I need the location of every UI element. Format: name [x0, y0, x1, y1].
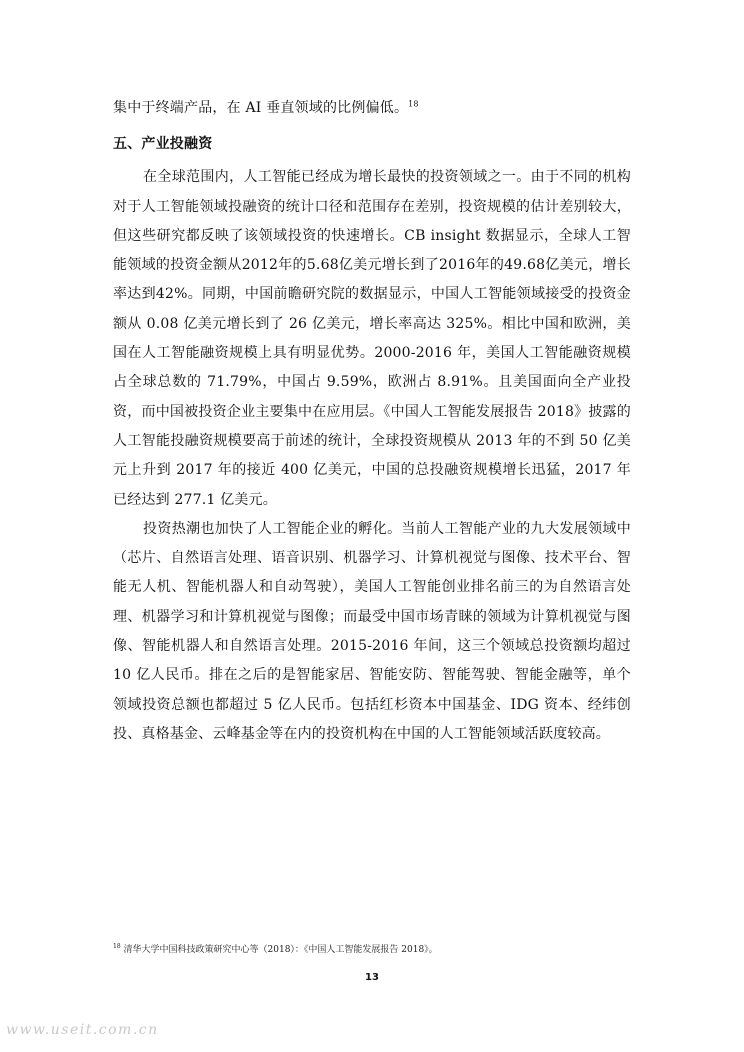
footnote [113, 943, 633, 957]
footnote-number: 18 [113, 943, 121, 950]
section-heading: 五、产业投融资 [113, 136, 213, 153]
watermark: www.useit.com.cn [6, 1022, 159, 1038]
footnote-text: 清华大学中国科技政策研究中心等（2018）：《中国人工智能发展报告 2018》。 [123, 945, 438, 955]
intro-text: 集中于终端产品，在 AI 垂直领域的比例偏低。 [113, 100, 409, 116]
footnote-ref[interactable]: 18 [408, 99, 419, 109]
intro-line [113, 94, 631, 123]
page-number: 13 [365, 972, 379, 983]
body-content [113, 94, 631, 749]
paragraph-investment-scale: 在全球范围内，人工智能已经成为增长最快的投资领域之一。由于不同的机构对于人工智能领域投融资的统计口径和范围存在差别，投资规模的估计差别较大，但这些研究都反映了该领域投资的快速增长。CB insight 数据显示，全球人工智能领域的投资金额从2012年的5.68亿美元增长到了2016年的49.68亿美元，增长率达到42%。同期，中国前瞻研究院的数据显示，中国人工智能领域接受的投资金额从 0.08 亿美元增长到了 26 亿美元，增长率高达 325%。相比中国和欧洲，美国在人工智能融资规模上具有明显优势。2000-2016 年，美国人工智能融资规模占全球总数的 71.79%，中国占 9.59%，欧洲占 8.91%。且美国面向全产业投资，而中国被投资企业主要集中在应用层。《中国人工智能发展报告 2018》披露的人工智能投融资规模要高于前述的统计，全球投资规模从 2013 年的不到 50 亿美元上升到 2017 年的接近 400 亿美元，中国的总投融资规模增长迅猛，2017 年已经达到 277.1 亿美元。 [113, 169, 631, 508]
paragraph-incubation: 投资热潮也加快了人工智能企业的孵化。当前人工智能产业的九大发展领域中（芯片、自然语言处理、语音识别、机器学习、计算机视觉与图像、技术平台、智能无人机、智能机器人和自动驾驶），美国人工智能创业排名前三的为自然语言处理、机器学习和计算机视觉与图像；而最受中国市场青睐的领域为计算机视觉与图像、智能机器人和自然语言处理。2015-2016 年间，这三个领域总投资额均超过 10 亿人民币。排在之后的是智能家居、智能安防、智能驾驶、智能金融等，单个领域投资总额也都超过 5 亿人民币。包括红杉资本中国基金、IDG 资本、经纬创投、真格基金、云峰基金等在内的投资机构在中国的人工智能领域活跃度较高。 [113, 520, 631, 742]
